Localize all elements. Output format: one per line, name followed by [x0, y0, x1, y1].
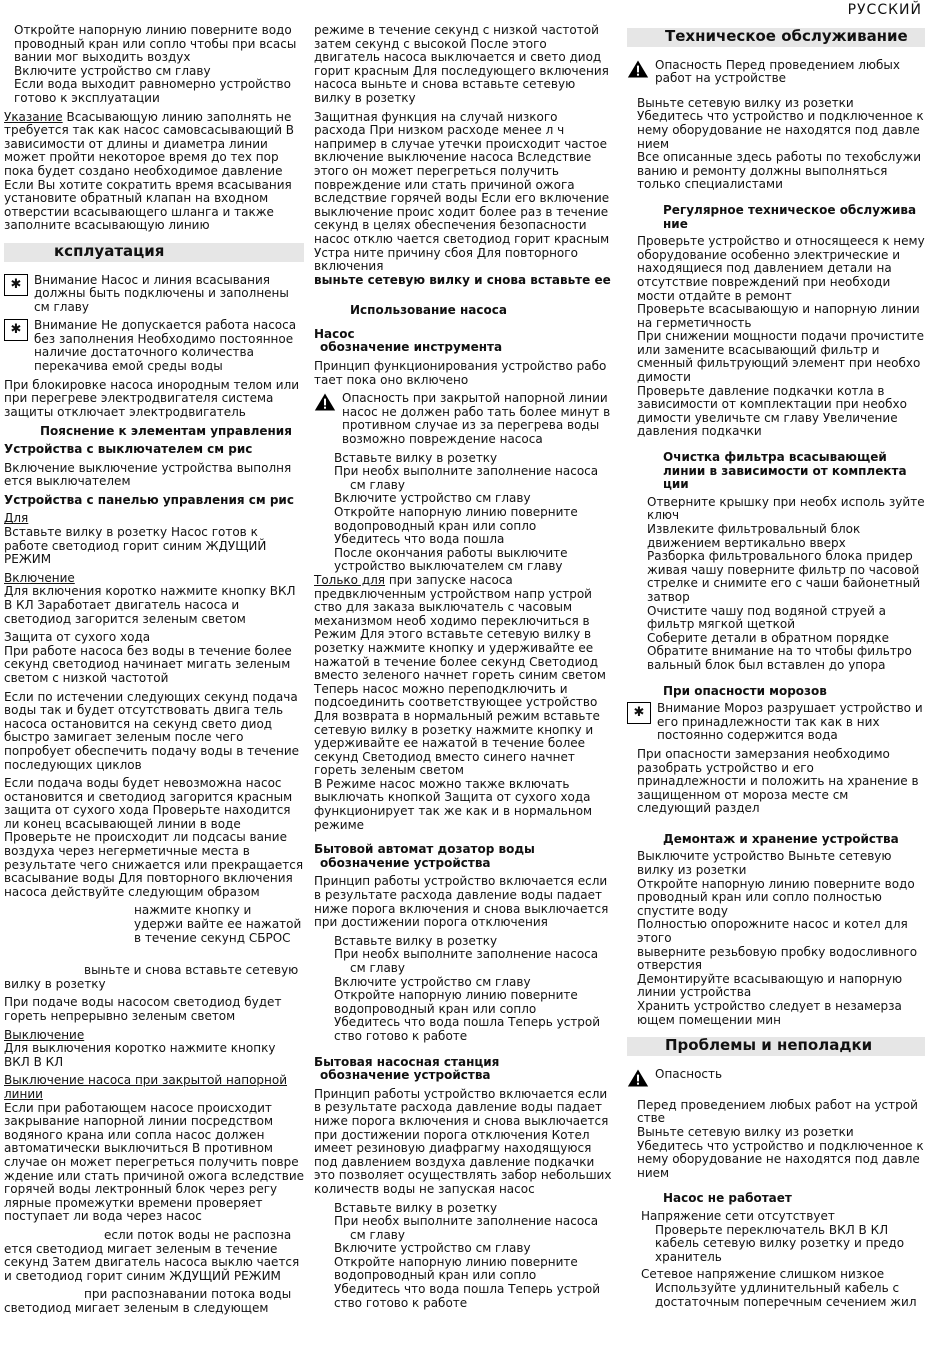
steps-list — [314, 1202, 612, 1311]
text-paragraph: Принцип работы устройство включается если в результате расхода давление воды падает ниже порога включения и снова выключается при достижении порога отключения Котел имеет резиновую диафрагму находящуюся под давлением воздуха давление подкачки это позволяет осуществлять забор небольших количеств воды не запуская насос — [314, 1086, 612, 1196]
danger-note — [627, 1068, 925, 1088]
text-paragraph: выньте и снова вставьте сетевую вилку в розетку — [4, 963, 299, 991]
list-item: Убедитесь что вода пошла Теперь устрой ство готово к работе — [334, 1282, 601, 1310]
text-paragraph: При опасности замерзания необходимо разобрать устройство и его принадлежности и положить на хранение в защищенном от мороза месте см следующий раздел — [637, 746, 919, 816]
list-item: выверните резьбовую пробку водосливного отверстия — [637, 944, 918, 973]
section-title-operation: ксплуатация — [4, 243, 304, 262]
list — [627, 1099, 925, 1181]
list — [627, 496, 925, 673]
text-paragraph: при распознавании потока воды светодиод мигает зеленым в следующем — [4, 1287, 292, 1315]
list-item: Проверьте давление подкачки котла в зависимости от комплектации при необхо димости увеличьте см главу Увеличение давления подкачки — [637, 383, 907, 439]
subheading: Бытовой автомат дозатор воды — [314, 842, 535, 857]
text-paragraph: Для включения коротко нажмите кнопку ВКЛ В КЛ Заработает двигатель насоса и светодиод загорится зеленым светом — [4, 584, 296, 626]
list-item: Убедитесь что устройство и подключенное к нему оборудование не находятся под давле нием — [637, 1138, 924, 1180]
text-paragraph: если поток воды не распозна ется светодиод мигает зеленым в течение секунд Затем двигатель насоса выклю чается и светодиод горит синим ЖДУЩИЙ РЕЖИМ — [4, 1227, 300, 1283]
label-underlined: Для — [4, 511, 29, 526]
list-item: см главу — [350, 961, 405, 975]
snowflake-icon: ✱ — [627, 702, 651, 724]
list-item: Включите устройство см главу — [334, 1241, 531, 1256]
list-item: Разборка фильтровального блока придер живая чашу поверните фильтр по часовой стрелке и снимите его с чаши байонетный затвор — [647, 549, 921, 604]
storage-title: Демонтаж и хранение устройства — [663, 831, 899, 846]
cause: Напряжение сети отсутствует — [641, 1208, 835, 1223]
danger-text: Опасность при закрытой напорной линии насос не должен рабо тать более минут в противном случае из за перегрева воды возможно повреждение насоса — [342, 391, 611, 447]
list-item: Выньте сетевую вилку из розетки — [637, 95, 854, 110]
cause: Сетевое напряжение слишком низкое — [641, 1267, 885, 1282]
pump-not-working-title: Насос не работает — [663, 1191, 792, 1206]
snowflake-icon: ✱ — [4, 274, 28, 296]
only-label: Только для — [314, 572, 386, 587]
warning-icon — [314, 392, 336, 412]
text-paragraph: Если подача воды будет невозможна насос остановится и светодиод загорится красным защита от сухого хода Проверьте находится ли конец всасывающей линии в воде Проверьте не происходит ли подсасы вание воздуха через негерметичные места в результате чего снижается или прекращается всасывание воды Для повторного включения насоса действуйте следующим образом — [4, 776, 304, 899]
list-item: Отверните крышку при необх исполь зуйте ключ — [647, 494, 925, 523]
language-label: РУССКИЙ — [847, 2, 922, 18]
list-item: Хранить устройство следует в незамерза ющем помещении мин — [637, 999, 902, 1027]
list-item: см главу — [350, 477, 405, 492]
bold-text: выньте сетевую вилку и снова вставьте ее — [314, 272, 611, 287]
danger-text: Опасность Перед проведением любых работ на устройстве — [655, 57, 901, 86]
list-item: Откройте напорную линию поверните водопроводный кран или сопло — [334, 505, 578, 533]
subheading: обозначение инструмента — [320, 340, 503, 355]
note-text: Всасывающую линию заполнять не требуется так как насос самовсасывающий В зависимости от длины и диаметра линии может пройти некоторое время до тех пор пока будет создано необходимое давление Если Вы хотите сократить время всасывания установите обратный клапан на входном отверстии всасывающего шланга и также заполните всасывающую линию — [4, 109, 295, 233]
list-item: Очистите чашу под водяной струей а фильтр мягкой щеткой — [647, 603, 886, 632]
list-item: Проверьте устройство и относящееся к нему оборудование особенно электрические и находящиеся под давлением детали на отсутствие повреждений при необходи мости отдайте в ремонт — [637, 234, 925, 303]
list-item: Включите устройство см главу — [334, 974, 531, 989]
text-paragraph: При блокировке насоса инородным телом или при перегреве электродвигателя система защиты отключает электродвигатель — [4, 377, 300, 419]
danger-note — [627, 59, 925, 86]
text-paragraph: Откройте напорную линию поверните водо проводный кран или сопло чтобы при всасы вании мог выходить воздух — [14, 23, 297, 65]
subheading: Насос — [314, 326, 355, 341]
frost-title: При опасности морозов — [663, 683, 827, 698]
text-paragraph: Если вода выходит равномерно устройство готово к эксплуатации — [14, 77, 291, 105]
list-item: Убедитесь что вода пошла — [334, 532, 505, 547]
warning-note — [4, 319, 304, 373]
subheading: обозначение устройства — [320, 855, 491, 870]
warning-text: Внимание Мороз разрушает устройство и его принадлежности так как в них постоянно содержится вода — [657, 701, 923, 743]
text-paragraph: Защитная функция на случай низкого расхода При низком расходе менее л ч например в случае утечки происходит частое включение выключение насоса Вследствие этого он может перегреться получить повреждение или стать причиной ожога вследствие горячей воды Если его включение выключение проис ходит более раз в течение секунд в целях обеспечения безопасности насос отклю чается светодиод горит красным Устра ните причину сбоя Для повторного включения — [314, 109, 610, 274]
list-item: Обратите внимание на то чтобы фильтро вальный блок был вставлен до упора — [647, 644, 912, 672]
warning-icon — [627, 1068, 649, 1088]
danger-note — [314, 392, 612, 446]
column-3 — [627, 24, 925, 1309]
list-item: Соберите детали в обратном порядке — [647, 630, 890, 645]
list-item: При снижении мощности подачи прочистите или замените всасывающий фильтр и сменный фильтрующий элемент при необхо димости — [637, 329, 925, 385]
list-item: При необх выполните заполнение насоса — [334, 464, 599, 479]
list-item: При необх выполните заполнение насоса — [334, 1214, 599, 1229]
warning-note — [627, 702, 925, 743]
section-title-troubleshooting: Проблемы и неполадки — [627, 1037, 925, 1056]
text-paragraph: При подаче воды насосом светодиод будет гореть непрерывно зеленым светом — [4, 995, 282, 1023]
list-item: Выключите устройство Выньте сетевую вилку из розетки — [637, 849, 892, 878]
text-paragraph: нажмите кнопку и удержи вайте ее нажатой в течение секунд СБРОС — [134, 903, 302, 945]
subheading: Бытовая насосная станция — [314, 1054, 500, 1069]
list-item: Убедитесь что устройство и подключенное к нему оборудование не находятся под давле нием — [637, 109, 924, 151]
fix: Проверьте переключатель ВКЛ В КЛ кабель сетевую вилку розетку и предо хранитель — [655, 1222, 905, 1264]
steps-list — [314, 935, 612, 1044]
list-item: Полностью опорожните насос и котел для этого — [637, 917, 908, 946]
list-item: Откройте напорную линию поверните водопроводный кран или сопло — [334, 1254, 578, 1283]
subheading: обозначение устройства — [320, 1068, 491, 1083]
list-item: Извлеките фильтровальный блок движением вертикально вверх — [647, 522, 861, 550]
list-item: Проверьте всасывающую и напорную линии на герметичность — [637, 302, 920, 330]
text-paragraph: При работе насоса без воды в течение более секунд светодиод начинает мигать зеленым светом с низкой частотой — [4, 643, 292, 685]
controls-title: Пояснение к элементам управления — [40, 424, 292, 439]
text-paragraph: Вставьте вилку в розетку Насос готов к работе светодиод горит синим ЖДУЩИЙ РЕЖИМ — [4, 525, 267, 567]
regular-maintenance-title: Регулярное техническое обслужива ние — [663, 202, 917, 231]
column-1 — [4, 24, 304, 1320]
snowflake-icon: ✱ — [4, 319, 28, 341]
subheading: Устройства с выключателем см рис — [4, 442, 253, 457]
section-title-maintenance: Техническое обслуживание — [627, 28, 925, 47]
list — [627, 850, 925, 1027]
text-paragraph: Включение выключение устройства выполня ется выключателем — [4, 460, 292, 489]
warning-text: Внимание Насос и линия всасывания должны быть подключены и заполнены см главу — [34, 272, 289, 314]
text-paragraph: Если по истечении следующих секунд подача воды так и будет отсутствовать двига тель насоса остановится на секунд свето диод быстро замигает зеленым после чего попробует обеспечить подачу воды в течение последующих циклов — [4, 689, 300, 772]
fix: Используйте удлинительный кабель с достаточным поперечным сечением жил — [655, 1280, 917, 1309]
label-underlined: Включение — [4, 570, 75, 585]
warning-icon — [627, 59, 649, 79]
text-paragraph: Для возврата в нормальный режим вставьте сетевую вилку в розетку нажмите кнопку и удерживайте ее нажатой в течение более секунд Светодиод вместо синего начнет гореть зеленым светом — [314, 708, 600, 778]
list-item: Выньте сетевую вилку из розетки — [637, 1124, 854, 1139]
list-item: Вставьте вилку в розетку — [334, 933, 498, 948]
text-paragraph — [314, 574, 612, 710]
steps-list — [314, 452, 612, 574]
warning-note — [4, 274, 304, 315]
column-2 — [314, 24, 612, 1310]
list-item: Перед проведением любых работ на устрой стве — [637, 1097, 918, 1126]
list-item: Вставьте вилку в розетку — [334, 1200, 498, 1215]
text-paragraph: режиме в течение секунд с низкой частотой затем секунд с высокой После этого двигатель насоса выключается и свето диод горит красным Для последующего включения насоса выньте и снова вставьте сетевую вилку в розетку — [314, 23, 609, 105]
list-item: Откройте напорную линию поверните водо проводный кран или сопло полностью спустите воду — [637, 876, 915, 918]
text-paragraph: Для выключения коротко нажмите кнопку ВКЛ В КЛ — [4, 1041, 276, 1069]
text-paragraph: Если при работающем насосе происходит закрывание напорной линии посредством водяного крана или сопла насос должен автоматически выключиться В противном случае он может перегреться получить повре ждение или стать причиной ожога вследствие горячей воды лектронный блок через регу лярные промежутки времени проверяет поступает ли вода через насос — [4, 1100, 305, 1224]
danger-text: Опасность — [655, 1066, 723, 1081]
list — [627, 97, 925, 192]
text-paragraph: В Режиме насос можно также включать выключать кнопкой Защита от сухого хода функционирует так же как и в нормальном режиме — [314, 776, 593, 832]
list — [627, 235, 925, 439]
list-item: Откройте напорную линию поверните водопроводный кран или сопло — [334, 988, 578, 1016]
text-paragraph: Принцип работы устройство включается если в результате расхода давление воды падает ниже порога включения и снова выключается при достижении порога отключения — [314, 874, 609, 930]
warning-text: Внимание Не допускается работа насоса без заполнения Необходимо постоянное наличие достаточного количества перекачива емой среды воды — [34, 318, 297, 374]
use-pump-title: Использование насоса — [350, 303, 507, 318]
note-paragraph — [4, 111, 304, 233]
label-underlined: Выключение — [4, 1027, 85, 1042]
list-item: При необх выполните заполнение насоса — [334, 947, 599, 962]
list-item: После окончания работы выключите устройство выключателем см главу — [334, 545, 568, 574]
only-text: при запуске насоса предвключенным устройством напр устрой ство для заказа выключатель с часовым механизмом необ ходимо переключиться в Режим Для этого вставьте сетевую вилку в розетку нажмите кнопку и удерживайте ее нажатой в течение более секунд Светодиод вместо зеленого начнет гореть синим светом Теперь насос можно переподключить и подсоединить соответствующее устройство — [314, 572, 606, 710]
text-paragraph: Включите устройство см главу — [14, 63, 211, 78]
list-item: Все описанные здесь работы по техобслужи ванию и ремонту должны выполняться только специалистами — [637, 150, 922, 192]
text-paragraph: Принцип функционирования устройство рабо тает пока оно включено — [314, 359, 607, 387]
note-label: Указание — [4, 109, 63, 124]
list-item: см главу — [350, 1227, 405, 1242]
filter-cleaning-title: Очистка фильтра всасывающей линии в зависимости от комплекта ции — [663, 450, 907, 492]
list-item: Включите устройство см главу — [334, 491, 531, 506]
list-item: Демонтируйте всасывающую и напорную линии устройства — [637, 971, 903, 1000]
list-item: Убедитесь что вода пошла Теперь устрой ство готово к работе — [334, 1015, 601, 1043]
subheading: Устройства с панелью управления см рис — [4, 492, 294, 507]
list-item: Вставьте вилку в розетку — [334, 450, 498, 465]
label: Защита от сухого хода — [4, 630, 151, 645]
label-underlined: Выключение насоса при закрытой напорной линии — [4, 1073, 288, 1101]
